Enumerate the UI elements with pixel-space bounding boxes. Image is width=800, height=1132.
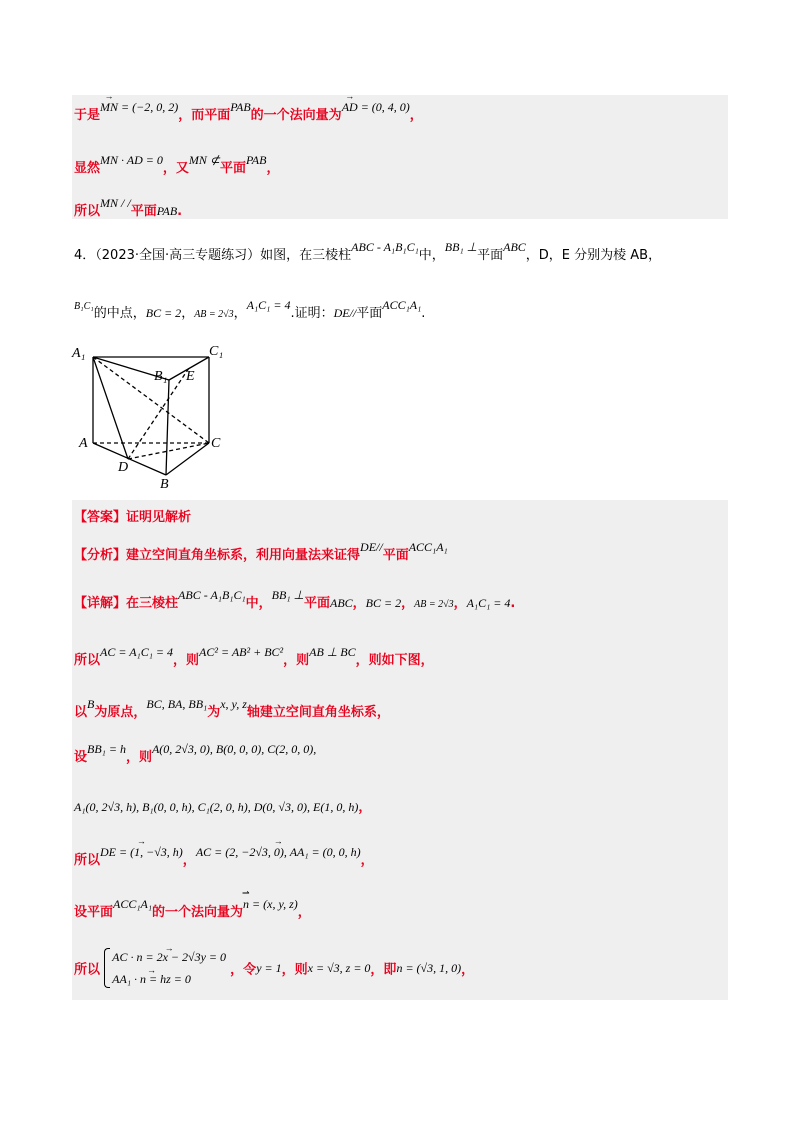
box1-line-2: 显然MN · AD = 0，又MN ⊄平面PAB， [74,153,280,176]
detail-line-4: 设BB₁ = h，则A(0, 2√3, 0), B(0, 0, 0), C(2, 0, 0), [74,742,317,765]
label-A1: A₁ [72,346,86,361]
problem-line-1: 4．（2023·全国·高三专题练习）如图，在三棱柱ABC - A₁B₁C₁中，BB₁ ⊥平面ABC，D，E 分别为棱 AB， [74,240,662,263]
detail-line-6: 所以→ DE = (1, −√3, h)，→ AC = (2, −2√3, 0), AA₁ = (0, 0, h)， [74,849,374,868]
detail-line-7: 设平面ACC₁A₁的一个法向量为⇀ n = (x, y, z)， [74,901,311,920]
label-B: B [160,477,169,490]
detail-line-8: 所以 → AC · n = 2x − 2√3y = 0 → AA₁ · n = hz = 0 ，令y = 1，则x = √3, z = 0，即n = (√3, 1, 0)， [74,946,474,990]
problem-line-2: B₁C₁的中点，BC = 2，AB = 2√3，A₁C₁ = 4.证明：DE//平面ACC₁A₁. [74,298,426,321]
detail-line-2: 所以AC = A₁C₁ = 4，则AC² = AB² + BC²，则AB ⊥ BC，则如下图， [74,645,434,668]
equation-system: → AC · n = 2x − 2√3y = 0 → AA₁ · n = hz = 0 [104,946,226,990]
label-D: D [118,460,129,475]
box1-line-1: 于是→ MN = (−2, 0, 2)，而平面PAB的一个法向量为→ AD = (0, 4, 0)， [74,104,423,123]
analysis-line: 【分析】建立空间直角坐标系，利用向量法来证得DE//平面ACC₁A₁ [74,540,448,563]
label-A: A [79,436,88,451]
box1-line-3: 所以MN / /平面PAB. [74,196,183,219]
detail-line-1: 【详解】在三棱柱ABC - A₁B₁C₁中，BB₁ ⊥平面ABC，BC = 2，AB = 2√3，A₁C₁ = 4. [74,588,516,611]
label-C1: C₁ [209,344,224,359]
label-E: E [186,369,195,384]
detail-line-5: A₁(0, 2√3, h), B₁(0, 0, h), C₁(2, 0, h), D(0, √3, 0), E(1, 0, h)， [74,800,372,815]
label-C: C [211,436,221,451]
answer-line: 【答案】证明见解析 [74,510,192,525]
label-B1: B₁ [154,369,168,384]
detail-line-3: 以B为原点，BC, BA, BB₁为x, y, z轴建立空间直角坐标系， [74,697,390,720]
prism-figure [66,340,236,490]
